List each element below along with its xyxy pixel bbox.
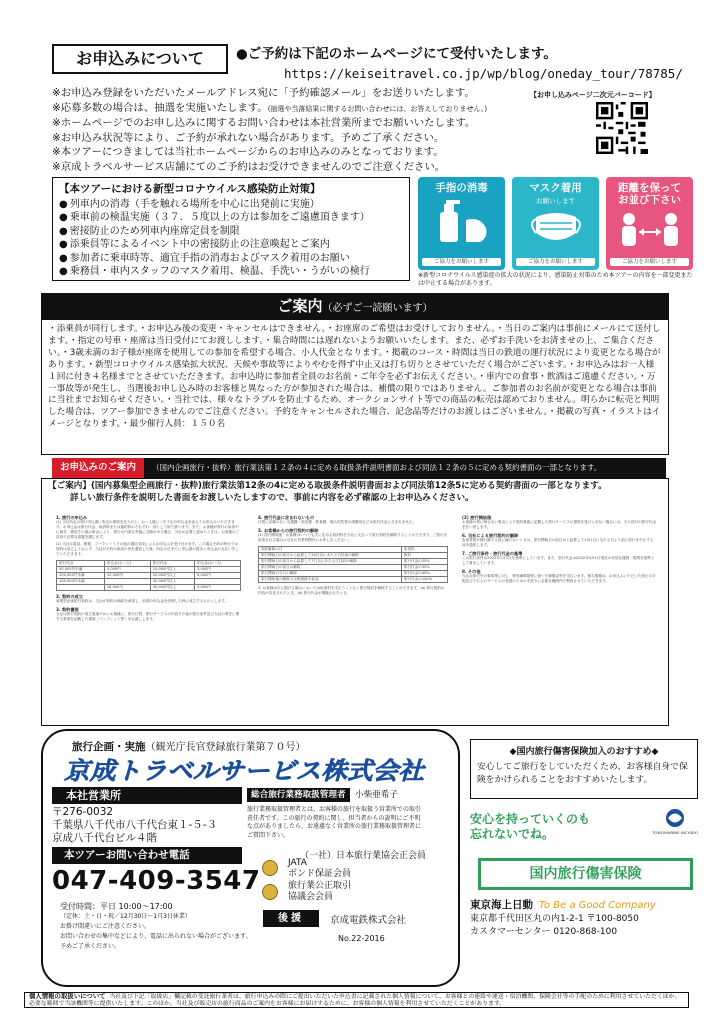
covid-item: ● 乗車前の検温実施（３７．５度以上の方は参加をご遠慮頂きます） bbox=[59, 211, 403, 224]
company-name: 京成トラベルサービス株式会社 bbox=[64, 757, 427, 785]
covid-item: ● 密接防止のため列車内座席定員を制限 bbox=[59, 225, 403, 238]
poster-note: ※新型コロナウイルス感染症の拡大の状況により、感染防止対策のため本ツアーの内容を一部変更または中止する場合があります。 bbox=[418, 272, 693, 287]
mask-icon bbox=[526, 209, 586, 249]
document-number: No.22-2016 bbox=[338, 934, 385, 943]
poster-mask bbox=[512, 177, 599, 270]
office-address: 〒276-0032 千葉県八千代市八千代台東１-５-３ 京成八千代台ビル４階 bbox=[52, 806, 218, 845]
notes-list bbox=[52, 86, 522, 175]
association-title: （一社）日本旅行業協会正会員 bbox=[300, 851, 427, 861]
office-label: 本社営業所 bbox=[52, 787, 242, 804]
inquiry-label: 本ツアーお問い合わせ電話 bbox=[52, 847, 242, 864]
insurance-recommendation-box bbox=[470, 739, 698, 799]
poster-subtitle: お願いします bbox=[536, 197, 575, 205]
qr-label: 【お申し込みページ二次元バーコード】 bbox=[530, 91, 656, 99]
covid-measures-box bbox=[52, 177, 410, 281]
sponsor-name: 京成電鉄株式会社 bbox=[330, 915, 407, 926]
guide-title-sub: （必ずご一読願います） bbox=[322, 303, 433, 314]
deposit-table: 旅行代金 申込金(お一人) 旅行代金 申込金(お一人) 50,000円未満 5,000円 10,000円以上 3,000円 100,000円未満 10,000円 20,000円以上 6,000円 150,000円未満 30,000円以上 18,000円 30,000円以上 5,000円 bbox=[56, 560, 241, 591]
terms-column-1: 1. 旅行の申込み (1) 当社所定の旅行申込書に所定の事項を記入の上、お一人様につき下記の申込金を添えてお申込みいただきます。お申込金は旅行代金、取消料または違約料のそれぞれ一部として取り扱います。また、お客様が旅行の参加中に病気、障害その他の事由により、旅行の円滑な実施に支障がある場合、当社が必要と認めたときは、お客様のご負担で必要な措置を講じます。 (2) 当社は電話、郵便、ファクシミリその他の通信手段によるお申込みを受け付けます。この場合予約の時点では契約は成立しておらず、当社が予約の承諾の旨を通知した後、所定の日までに申込書の提出と申込金の支払いをしていただきます。 旅行代金 申込金(お一人) 旅行代金 申込金(お一人) 50,000円未満 5,000円 10,000円以上 3,000円 100,000円未満 10,000円 20,000円以上 6,000円 150,000円未満 30,000円以上 18,000円 30,000円以上 5,000円 2. 契約の成立 募集型企画旅行契約は、当社が契約の締結を承諾し、前項の申込金を受理した時に成立するものとします。 3. 契約書面 当社は旅行契約の成立後速やかにお客様に、旅行日程、旅行サービスの内容その他の旅行条件及び当社の責任に関する事項を記載した書面（パンフレット等）をお渡しします。 bbox=[56, 515, 240, 621]
covid-item: ● 乗務員・車内スタッフのマスク着用、検温、手洗い・うがいの検行 bbox=[59, 265, 403, 278]
manager-label: 総合旅行業務取扱管理者 小柴亜希子 bbox=[247, 787, 420, 804]
cancellation-table: 契約解除の日 取消料 旅行開始日の前日から起算して20日目にあたる日以前の解除 無料 旅行開始日の前日から起算して7日目にあたる日以前の解除 旅行代金の20% 旅行開始日の前日の解除 旅行代金の30% 旅行開始日当日の解除 旅行代金の40% 旅行開始後の解除又は無連絡不参加 旅行代金の100% bbox=[258, 546, 448, 583]
fair-trade-badge-icon bbox=[262, 884, 278, 900]
jata-badge-icon bbox=[262, 860, 278, 876]
note-item: ※京成トラベルサービス店舗にてのご予約はお受けできませんのでご注意ください。 bbox=[52, 160, 446, 173]
privacy-text: 当社及び下記「取扱店」欄記載の受託旅行業者は、旅行申込みの際にご提出いただいた申込書に記載された個人情報について、お客様との連絡や運送・宿泊機関、保険会社等の手配のために利用させていただくほか、必要な範囲で当該機関等に提供いたします。このほか、当社及び販売店の旅行商品のご案内をお客様にお届けするために、お客様の個人情報を利用させていただくことがあります。 bbox=[29, 994, 681, 1007]
application-guide-strip bbox=[52, 458, 666, 478]
planner-label: 旅行企画・実施（観光庁長官登録旅行業第７０号） bbox=[72, 741, 306, 753]
note-item: ※お申込み状況等により、ご予約が承れない場合があります。予めご了承ください。 bbox=[52, 131, 445, 144]
tokiomarine-logo-icon bbox=[650, 806, 700, 842]
application-guide-label: お申込みのご案内 bbox=[52, 458, 144, 478]
hand-sanitizer-icon bbox=[432, 198, 492, 246]
poster-title: 距離を保って お並び下さい bbox=[618, 182, 681, 206]
insurance-company: 東京海上日動 To Be a Good Company bbox=[470, 899, 656, 911]
note-item: ※本ツアーにつきましては当社ホームページからのお申込みのみとなっております。 bbox=[52, 146, 444, 159]
covid-title: 【本ツアーにおける新型コロナウイルス感染防止対策】 bbox=[59, 183, 321, 195]
guide-banner bbox=[41, 293, 669, 319]
poster-footer: ご協力をお願いします bbox=[516, 258, 595, 266]
reserve-url-link[interactable]: https://keiseitravel.co.jp/wp/blog/oneday_tour/78785/ bbox=[284, 66, 683, 81]
social-distance-icon bbox=[617, 210, 683, 248]
guide-body: ・添乗員が同行します。・お申込み後の変更・キャンセルはできません。・お座席のご希望はお受けしておりません。・当日のご案内は事前にメールにて送付します。・指定の号車・座席は当日受付にてお渡しします。・集合時間には遅れないようお願いいたします。また、必ずお手洗いをお済ませの上、ご集合ください。・3歳未満のお子様が座席を使用しての参加を希望する場合、小人代金となります。・掲載のコース・時間は当日の鉄道の運行状況により変更となる場合があります。・新型コロナウイルス感染拡大状況、天候や事故等によりやむを得ず中止又は打ち切りとさせていただく場合がございます。・お申込みはお一人様１回に付き４名様までとさせていただきます。お申込時に参加者全員のお名前・ご年令を必ずお伝えください。・車内での食事・飲酒はご遠慮ください。・万一事故等が発生し、当選後お申し込み時のお客様と異なった方が参加された場合は、補償の限りではありません。ご参加者のお名前が変更となる場合は事前に当社までお知らせください。・当社では、様々なトラブルを防止するため、オークションサイト等での商品の転売は認めておりません。明らかに転売と判明した場合は、ツアー参加できませんのでご注意ください。予約をキャンセルされた場合、記念品等だけのお渡しはございません。・掲載の写真・イラストはイメージとなります。・最少催行人員：１５０名 bbox=[41, 319, 669, 455]
insurance-title: ◆国内旅行傷害保険加入のおすすめ◆ bbox=[509, 747, 659, 757]
manager-description: 旅行業務取扱管理者とは、お客様の旅行を取扱う営業所での取引責任者です。この旅行の契約に関し、担当者からの説明にご不明な点がありましたら、お遠慮なく営業所の旅行業務取扱管理者にご質問下さい。 bbox=[247, 806, 422, 839]
company-logo bbox=[60, 755, 430, 785]
poster-footer: ご協力をお願いします bbox=[422, 258, 501, 266]
note-item: ※ホームページでのお申し込みに関するお問い合わせは本社営業所までお願いいたします。 bbox=[52, 117, 476, 130]
insurance-address: 東京都千代田区丸の内1-2-1 〒100-8050 カスタマーセンター 0120-868-100 bbox=[470, 914, 639, 937]
terms-column-3: (2) 旅行開始後 お客様の責に帰さない事由により契約書面に記載した旅行サービスの提供を受けられない場合には、その部分の旅行代金を払い戻します。 6. 当社による旅行契約の解除 参加者数が催行最少人員に満たないときは、旅行開始日の前日から起算して13日目に当たる日より前に旅行を中止する旨を通知します。 7. ご旅行条件・旅行代金の基準 この旅行条件は2022年1月1日を基準としています。また、旅行代金は2022年4月1日現在の有効な運賃・規則を基準として算出しています。 8. その他 当社は旅行中の事故等に対し、特別補償規程に基づき補償金等を支払います。個人情報は、お申込みいただいた旅行の手配及びそれらのサービスの受領のための手続きに必要な範囲内で利用させていただきます。 bbox=[462, 515, 657, 583]
phone-number-link[interactable]: 047-409-3547 bbox=[52, 866, 261, 896]
application-guide-text: （国内企画旅行・抜粋）旅行業法第１２条の４に定める取扱条件説明書面および同法１２条の５に定める契約書面の一部となります。 bbox=[152, 463, 602, 472]
qr-code-icon[interactable] bbox=[596, 102, 648, 154]
association-list: JATA ボンド保証会員 旅行業公正取引 協議会会員 bbox=[288, 858, 352, 902]
terms-column-2: 4. 旅行代金に含まれないもの 日程に記載のない交通費・宿泊費・飲食費、個人的性質の諸費用などは旅行代金に含まれません。 5. お客様からの旅行契約の解除 (1) 旅行開始後：お客様はいつでも次に定める取消料を当社に支払って旅行契約を解除することができます。ご旅行を取消される場合は当社の営業時間内にお申し出ください。 契約解除の日 取消料 旅行開始日の前日から起算して20日目にあたる日以前の解除 無料 旅行開始日の前日から起算して7日目にあたる日以前の解除 旅行代金の20% 旅行開始日の前日の解除 旅行代金の30% 旅行開始日当日の解除 旅行代金の40% 旅行開始後の解除又は無連絡不参加 旅行代金の100% 2. お客様は次に掲げる場合においては取消料を支払うことなく旅行契約を解除することができます。(a) 旅行契約の内容が変更されたとき。(b) 旅行代金が増額されたとき。 bbox=[258, 515, 448, 595]
sponsor-label: 後援 bbox=[263, 910, 319, 927]
manager-name: 小柴亜希子 bbox=[355, 790, 398, 800]
reserve-notice: ●ご予約は下記のホームページにて受付いたします。 bbox=[236, 46, 557, 62]
poster-title: マスク着用 bbox=[529, 182, 582, 194]
covid-item: ● 参加者に乗車時等、適宜手指の消毒およびマスク着用のお願い bbox=[59, 252, 403, 265]
insurance-tagline: To Be a Good Company bbox=[539, 900, 656, 911]
insurance-slogan: 安心を持っていくのも 忘れないでね。 bbox=[470, 812, 591, 841]
insurance-text: 安心してご旅行をしていただくため、お客様自身で保険をかけられることをおすすめいたします。 bbox=[477, 762, 688, 785]
guide-title: ご案内 bbox=[277, 297, 323, 315]
privacy-label: 個人情報の取扱いについて bbox=[29, 992, 106, 1000]
poster-hand-disinfection bbox=[418, 177, 505, 270]
note-item: ※お申込み登録をいただいたメールアドレス宛に「予約確認メール」をお送りいたします。 bbox=[52, 87, 475, 99]
apply-section-title: お申込みについて bbox=[52, 44, 228, 74]
domestic-travel-insurance-button[interactable]: 国内旅行傷害保険 bbox=[478, 858, 693, 890]
insurance-logo-text: TOKIOMARINE NICHIDO bbox=[650, 831, 699, 835]
covid-item: ● 列車内の消毒（手を触れる場所を中心に出発前に実施） bbox=[59, 198, 403, 211]
covid-item: ● 添乗員等によるイベント中の密接防止の注意喚起とご案内 bbox=[59, 238, 403, 251]
poster-distance bbox=[606, 177, 693, 270]
privacy-notice bbox=[24, 992, 689, 1008]
reception-hours: 受付時間：平日 10:00～17:00 （定休：土・日・祝／12月30日～1月3日休業） お掛け間違いにご注意ください。 お問い合わせの集中などにより、電話に出られない場合がございます。 予めご了承ください。 bbox=[60, 902, 252, 950]
poster-footer: ご協力をお願いします bbox=[610, 258, 689, 266]
note-item: ※応募多数の場合は、抽選を実施いたします。(抽選や当落結果に関するお問い合わせには、お答えしておりません。) bbox=[52, 101, 488, 114]
terms-heading: 【ご案内】(国内募集型企画旅行・抜粋)旅行業法第12条の4に定める取扱条件説明書面および同法第12条5に定める契約書面の一部となります。 詳しい旅行条件を説明した書面をお渡しいたしますので、事前に内容を必ず確認の上お申込みください。 bbox=[48, 481, 607, 503]
poster-title: 手指の消毒 bbox=[435, 182, 488, 194]
covid-list bbox=[59, 198, 403, 278]
